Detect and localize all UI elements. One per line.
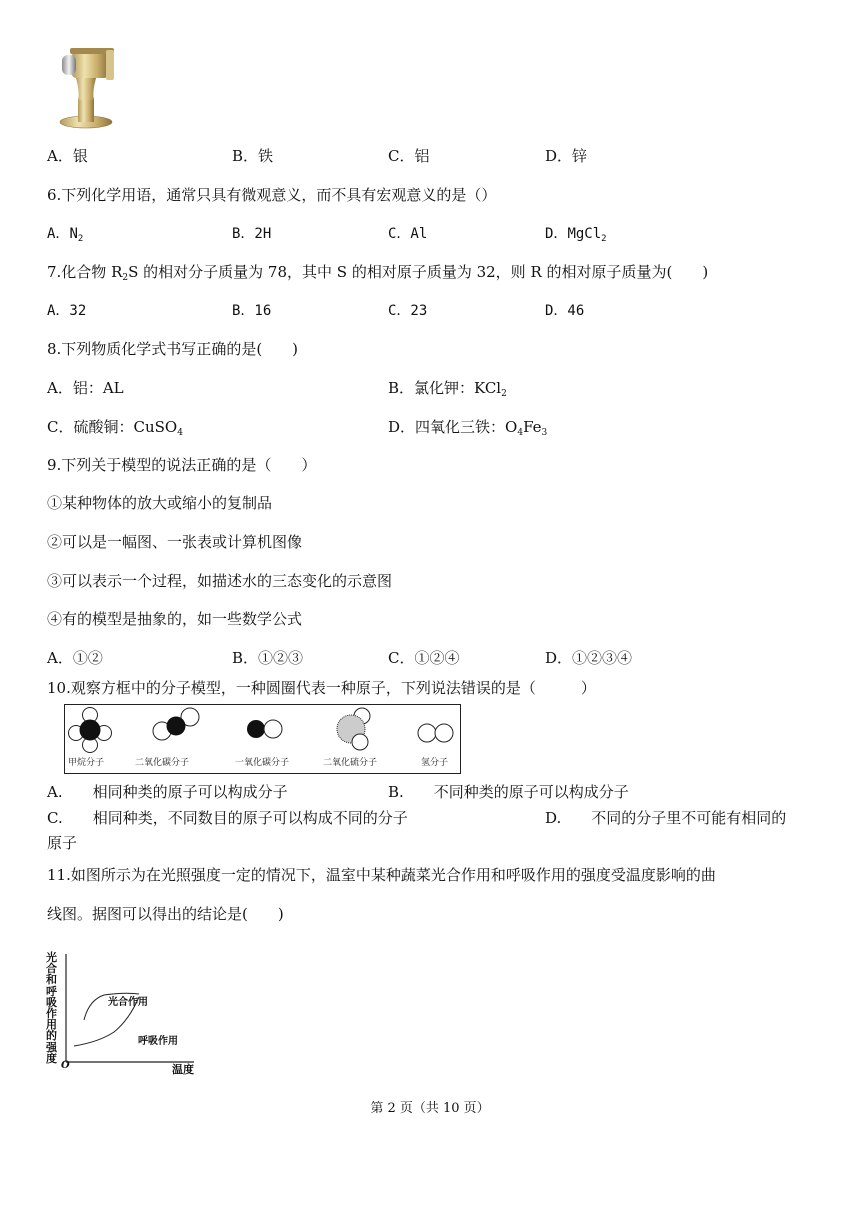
molecule-caption: 甲烷分子 — [68, 758, 105, 768]
photosynthesis-label: 光合作用 — [108, 997, 148, 1008]
q7-option-c: C．23 — [388, 303, 428, 319]
methane-model — [69, 708, 112, 753]
q6-stem: 6.下列化学用语，通常只具有微观意义，而不具有宏观意义的是（） — [47, 186, 497, 204]
q10-stem: 10.观察方框中的分子模型，一种圆圈代表一种原子，下列说法错误的是（ ） — [47, 679, 596, 697]
q7-option-a: A．32 — [47, 303, 87, 319]
y-axis-label: 光合和呼吸作用的强度 — [46, 951, 57, 1065]
q5-option-c: C．铝 — [388, 147, 430, 165]
q8-option-b: B．氯化钾：KCl$_2$ — [388, 379, 507, 399]
q8-stem: 8.下列物质化学式书写正确的是( ) — [47, 340, 299, 358]
q7-option-b: B．16 — [232, 303, 272, 319]
page-number: 第 2 页（共 10 页） — [370, 1101, 490, 1116]
q5-option-a: A．银 — [47, 147, 88, 165]
q9-item: ②可以是一幅图、一张表或计算机图像 — [47, 533, 303, 551]
q10-option-d: D. 不同的分子里不可能有相同的 — [545, 809, 787, 827]
molecule-caption: 二氧化硫分子 — [323, 758, 378, 768]
q11-stem-line1: 11.如图所示为在光照强度一定的情况下，温室中某种蔬菜光合作用和呼吸作用的强度受温度影响的曲 — [47, 866, 716, 884]
q6-option-b: B．2H — [232, 226, 272, 242]
sulfur-dioxide-model — [337, 708, 370, 750]
q9-option-b: B．①②③ — [232, 649, 304, 667]
q9-option-c: C．①②④ — [388, 649, 460, 667]
molecule-caption: 一氧化碳分子 — [235, 758, 290, 768]
q11-graph — [44, 950, 214, 1075]
molecule-caption: 二氧化碳分子 — [135, 758, 190, 768]
q11-stem-line2: 线图。据图可以得出的结论是( ) — [47, 905, 284, 923]
q10-option-b: B. 不同种类的原子可以构成分子 — [388, 783, 629, 801]
q9-item: ①某种物体的放大或缩小的复制品 — [47, 494, 273, 512]
q9-stem: 9.下列关于模型的说法正确的是（ ） — [47, 456, 317, 474]
door-stopper-image — [50, 38, 130, 132]
q11-axes — [44, 950, 214, 1075]
x-axis-label: 温度 — [172, 1063, 194, 1076]
hydrogen-model — [418, 724, 453, 742]
q6-option-d: D．MgCl$_2$ — [545, 226, 607, 244]
molecule-model-box — [64, 704, 461, 774]
q5-option-d: D．锌 — [545, 147, 588, 165]
q8-option-a: A．铝：AL — [47, 379, 124, 397]
q7-stem: 7.化合物 $R_2S$ 的相对分子质量为 78，其中 S 的相对原子质量为 32，则 R 的相对原子质量为( ) — [47, 263, 709, 283]
q10-option-c: C. 相同种类，不同数目的原子可以构成不同的分子 — [47, 809, 408, 827]
q7-option-d: D．46 — [545, 303, 585, 319]
q10-option-a: A. 相同种类的原子可以构成分子 — [47, 783, 288, 801]
q9-option-d: D．①②③④ — [545, 649, 633, 667]
q8-option-c: C．硫酸铜：CuSO$_4$ — [47, 418, 183, 438]
respiration-label: 呼吸作用 — [138, 1036, 178, 1047]
molecule-caption: 氢分子 — [421, 758, 449, 768]
carbon-monoxide-model — [247, 720, 282, 738]
q9-item: ④有的模型是抽象的，如一些数学公式 — [47, 610, 303, 628]
q10-option-d-continued: 原子 — [47, 834, 78, 852]
origin-label: O — [61, 1060, 70, 1071]
carbon-dioxide-model — [153, 708, 199, 740]
q9-option-a: A．①② — [47, 649, 103, 667]
q8-option-d: D．四氧化三铁：$O_4Fe_3$ — [388, 418, 548, 438]
q6-option-a: A．$N_2$ — [47, 226, 84, 244]
q6-option-c: C．Al — [388, 226, 428, 242]
q5-option-b: B．铁 — [232, 147, 274, 165]
q9-item: ③可以表示一个过程，如描述水的三态变化的示意图 — [47, 572, 393, 590]
